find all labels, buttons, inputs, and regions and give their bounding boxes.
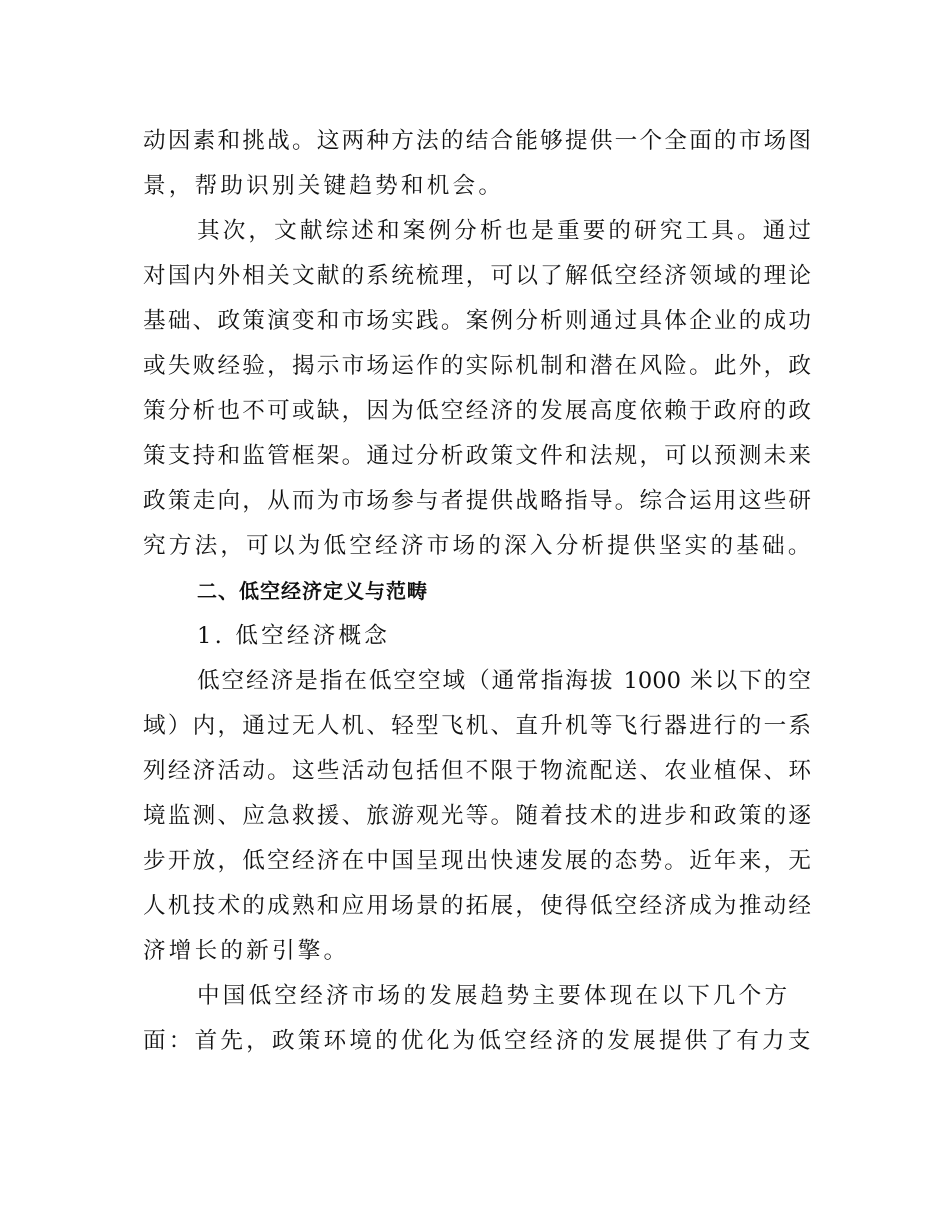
paragraph-line: 基础、政策演变和市场实践。案例分析则通过具体企业的成功 [143,308,811,334]
paragraph-line: 政策走向，从而为市场参与者提供战略指导。综合运用这些研 [143,488,811,514]
paragraph-line: 策支持和监管框架。通过分析政策文件和法规，可以预测未来 [143,443,811,469]
paragraph-line: 中国低空经济市场的发展趋势主要体现在以下几个方 [197,983,791,1009]
paragraph-line: 域）内，通过无人机、轻型飞机、直升机等飞行器进行的一系 [143,713,811,739]
paragraph-market-trends [143,974,814,1064]
paragraph-line: 究方法，可以为低空经济市场的深入分析提供坚实的基础。 [143,533,814,559]
paragraph-line: 面：首先，政策环境的优化为低空经济的发展提供了有力支 [143,1028,814,1054]
section-heading: 二、低空经济定义与范畴 [197,579,428,603]
paragraph-line: 低空经济是指在低空空域（通常指海拔 1000 米以下的空 [197,668,811,694]
paragraph-line: 或失败经验，揭示市场运作的实际机制和潜在风险。此外，政 [143,353,811,379]
paragraph-low-altitude-definition [143,659,811,974]
paragraph-continuation [143,119,811,209]
paragraph-line: 对国内外相关文献的系统梳理，可以了解低空经济领域的理论 [143,263,811,289]
paragraph-line: 济增长的新引擎。 [143,938,350,964]
paragraph-line: 境监测、应急救援、旅游观光等。随着技术的进步和政策的逐 [143,803,811,829]
paragraph-line: 人机技术的成熟和应用场景的拓展，使得低空经济成为推动经 [143,893,811,919]
paragraph-line: 策分析也不可或缺，因为低空经济的发展高度依赖于政府的政 [143,398,811,424]
paragraph-research-methods [143,209,814,569]
paragraph-line: 步开放，低空经济在中国呈现出快速发展的态势。近年来，无 [143,848,811,874]
subsection-heading: 1. 低空经济概念 [197,623,391,649]
document-body [143,119,814,1064]
paragraph-line: 动因素和挑战。这两种方法的结合能够提供一个全面的市场图 [143,128,811,154]
paragraph-line: 列经济活动。这些活动包括但不限于物流配送、农业植保、环 [143,758,811,784]
paragraph-line: 其次，文献综述和案例分析也是重要的研究工具。通过 [197,218,811,244]
paragraph-line: 景，帮助识别关键趋势和机会。 [143,173,505,199]
